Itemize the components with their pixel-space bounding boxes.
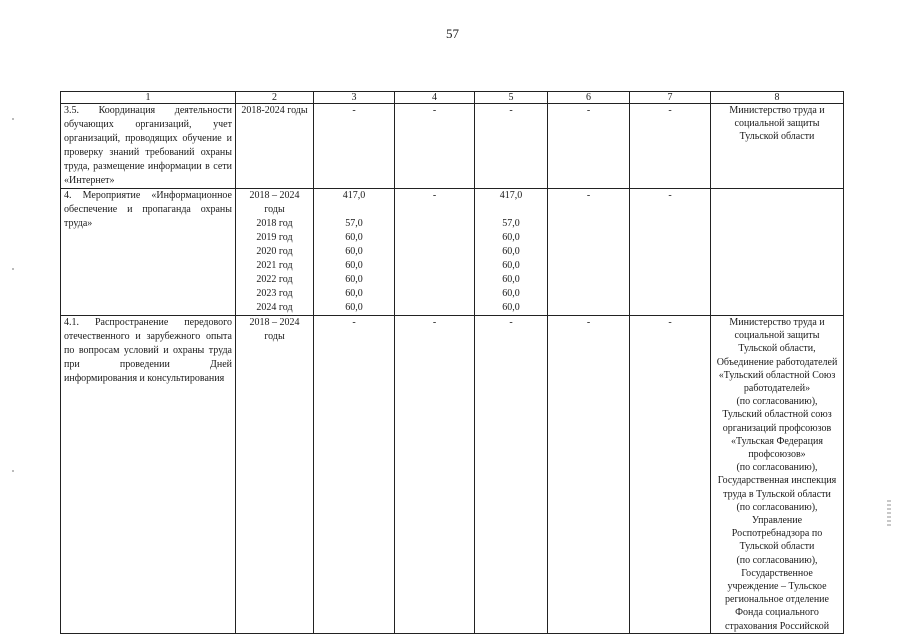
period-line: 2018 – 2024 — [249, 317, 300, 328]
executor-line: Объединение работодателей — [716, 356, 838, 368]
activity-name: 3.5. Координация деятельности обучающих организаций, учет организаций, проводящих обучение и проверку знаний требований охраны труда, размещение информации в сети «Интернет» — [61, 104, 236, 189]
value-line: 57,0 — [502, 218, 520, 229]
executor-line: (по согласованию), — [736, 396, 818, 408]
other-cell: - — [630, 189, 711, 316]
table-row — [61, 104, 844, 189]
activity-name: 4. Мероприятие «Информационное обеспечение и пропаганда охраны труда» — [61, 189, 236, 316]
executor-line: Тульской области — [739, 131, 815, 143]
value-line: 60,0 — [345, 302, 363, 313]
executor-line: Фонда социального — [735, 607, 819, 619]
executor-line: (по согласованию), — [736, 462, 818, 474]
scan-dot — [12, 268, 14, 270]
year-line: 2020 год — [256, 246, 293, 257]
executor-line: Тульский областной союз — [722, 409, 832, 421]
executor-line: труда в Тульской области — [723, 488, 831, 500]
executor-line: Тульской области, — [738, 343, 816, 355]
executor-line: Государственная инспекция — [717, 475, 837, 487]
other-cell: - — [630, 316, 711, 634]
column-header: 2 — [236, 92, 314, 104]
federal-cell: - — [395, 189, 475, 316]
scan-dot — [12, 118, 14, 120]
period-line: 2018 – 2024 — [249, 190, 300, 201]
value-line: 60,0 — [345, 274, 363, 285]
executor-cell — [711, 189, 844, 316]
executor-line: «Тульский областной Союз — [718, 369, 836, 381]
total-cell — [314, 189, 395, 316]
table-row — [61, 316, 844, 634]
executor-cell — [711, 104, 844, 189]
value-line: 60,0 — [502, 246, 520, 257]
executor-line: региональное отделение — [725, 594, 829, 606]
executor-line: Управление — [751, 515, 803, 527]
executor-line: (по согласованию), — [736, 501, 818, 513]
table-row — [61, 189, 844, 316]
activity-name: 4.1. Распространение передового отечественного и зарубежного опыта по вопросам условий и охраны труда при проведении Дней информирования и консультирования — [61, 316, 236, 634]
local-cell: - — [548, 316, 630, 634]
executor-line: социальной защиты — [734, 330, 820, 342]
period-cell: 2018-2024 годы — [236, 104, 314, 189]
executor-line: Министерство труда и — [729, 317, 825, 328]
value-line: 60,0 — [502, 288, 520, 299]
executor-line: социальной защиты — [734, 118, 820, 130]
executor-line: «Тульская Федерация — [731, 435, 823, 447]
executor-line: учреждение – Тульское — [727, 581, 827, 593]
year-line: 2019 год — [256, 232, 293, 243]
executor-cell — [711, 316, 844, 634]
period-cell — [236, 189, 314, 316]
scan-dot — [12, 470, 14, 472]
value-line: 60,0 — [502, 274, 520, 285]
local-cell: - — [548, 189, 630, 316]
column-header: 3 — [314, 92, 395, 104]
total-cell: - — [314, 316, 395, 634]
total-cell: - — [314, 104, 395, 189]
executor-line: (по согласованию), — [736, 554, 818, 566]
value-line: 60,0 — [345, 246, 363, 257]
value-line: 60,0 — [345, 260, 363, 271]
value-line: 60,0 — [502, 260, 520, 271]
federal-cell: - — [395, 316, 475, 634]
column-header: 7 — [630, 92, 711, 104]
program-table — [60, 91, 844, 634]
year-line: 2021 год — [256, 260, 293, 271]
value-line: 60,0 — [502, 302, 520, 313]
executor-line: организаций профсоюзов — [722, 422, 832, 434]
value-line — [478, 203, 544, 217]
page-number: 57 — [446, 26, 459, 41]
year-line: 2024 год — [256, 302, 293, 313]
regional-cell — [475, 189, 548, 316]
executor-line: Роспотребнадзора по — [731, 528, 823, 540]
regional-cell: - — [475, 104, 548, 189]
local-cell: - — [548, 104, 630, 189]
period-line: годы — [264, 204, 285, 215]
executor-line: Министерство труда и — [729, 105, 825, 116]
value-line — [317, 203, 391, 217]
value-line: 60,0 — [345, 232, 363, 243]
value-line: 60,0 — [502, 232, 520, 243]
column-header: 5 — [475, 92, 548, 104]
column-header: 1 — [61, 92, 236, 104]
column-header: 4 — [395, 92, 475, 104]
value-line: 57,0 — [345, 218, 363, 229]
other-cell: - — [630, 104, 711, 189]
column-header: 6 — [548, 92, 630, 104]
executor-line: профсоюзов» — [748, 449, 806, 461]
executor-line: Государственное — [741, 567, 813, 579]
executor-line: страхования Российской — [724, 620, 830, 632]
year-line: 2023 год — [256, 288, 293, 299]
period-line: годы — [264, 331, 285, 342]
value-line: 60,0 — [345, 288, 363, 299]
column-header: 8 — [711, 92, 844, 104]
executor-line: Тульской области — [739, 541, 815, 553]
period-cell — [236, 316, 314, 634]
value-line: 417,0 — [342, 190, 366, 201]
year-line: 2018 год — [256, 218, 293, 229]
executor-line: работодателей» — [743, 383, 811, 395]
federal-cell: - — [395, 104, 475, 189]
scan-artifact — [887, 500, 891, 526]
year-line: 2022 год — [256, 274, 293, 285]
value-line: 417,0 — [499, 190, 523, 201]
regional-cell: - — [475, 316, 548, 634]
header-row — [61, 92, 844, 104]
